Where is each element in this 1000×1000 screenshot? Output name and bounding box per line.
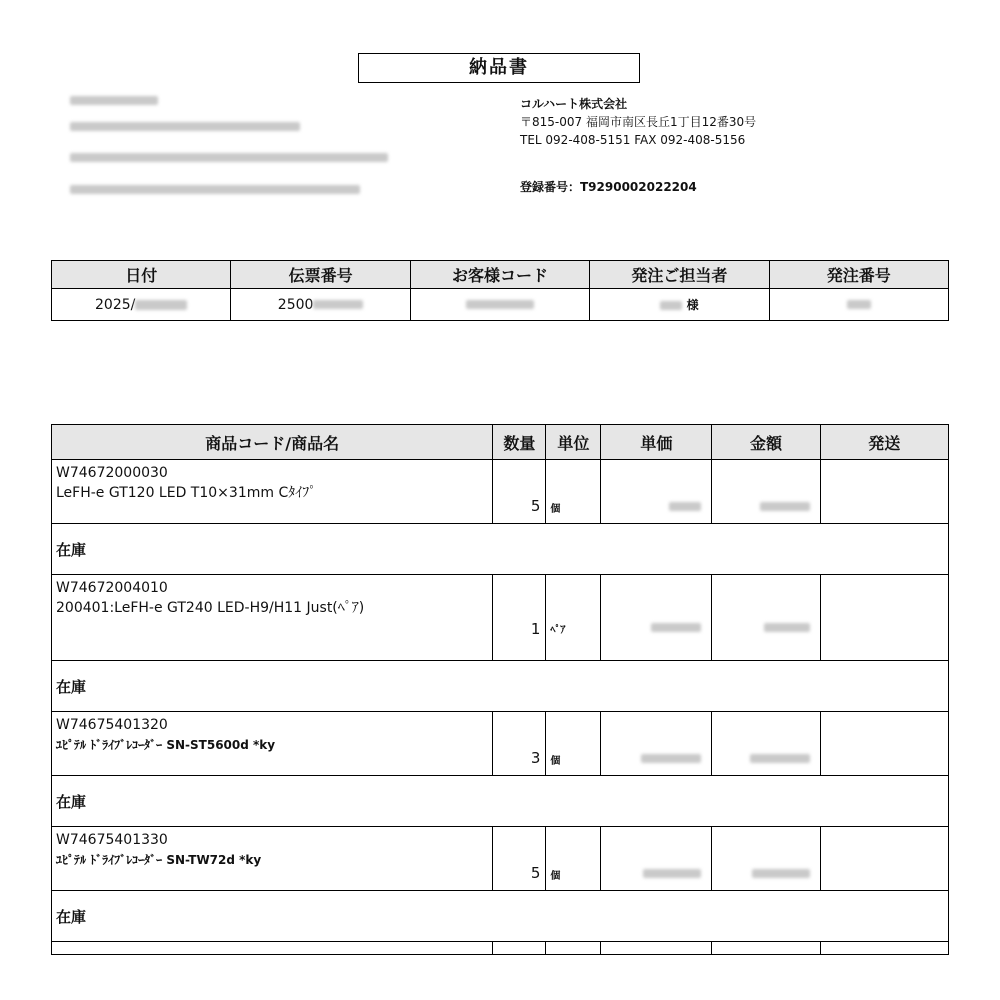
product-code: W74672000030	[56, 465, 168, 481]
unit-price-cell	[601, 460, 712, 524]
document-title: 納品書	[358, 53, 640, 83]
company-address: 〒815-007 福岡市南区長丘1丁目12番30号	[520, 115, 757, 129]
qty-cell: 3	[493, 712, 546, 776]
col-product: 商品コード/商品名	[52, 425, 493, 460]
slip-number-cell: 2500	[231, 289, 410, 321]
registration-number: 登録番号：T9290002022204	[520, 180, 697, 194]
unit-price-cell	[601, 827, 712, 891]
product-cell	[52, 712, 493, 776]
amount-cell	[712, 712, 820, 776]
product-cell	[52, 827, 493, 891]
stock-row	[52, 776, 949, 827]
product-code: W74672004010	[56, 580, 168, 596]
unit-cell: 個	[546, 827, 601, 891]
customer-code-cell	[410, 289, 589, 321]
company-name: コルハート株式会社	[520, 97, 628, 111]
col-date: 日付	[52, 261, 231, 289]
unit-price-cell	[601, 712, 712, 776]
stock-row	[52, 891, 949, 942]
table-row	[52, 460, 949, 524]
unit-price-cell	[601, 575, 712, 661]
product-code: W74675401330	[56, 832, 168, 848]
amount-cell	[712, 827, 820, 891]
qty-cell: 5	[493, 827, 546, 891]
unit-cell: ﾍﾟｱ	[546, 575, 601, 661]
amount-cell	[712, 575, 820, 661]
date-cell: 2025/	[52, 289, 231, 321]
product-code: W74675401320	[56, 717, 168, 733]
stock-status: 在庫	[52, 776, 949, 827]
col-contact: 発注ご担当者	[590, 261, 769, 289]
contact-cell: 様	[590, 289, 769, 321]
company-info	[520, 95, 756, 149]
table-row	[52, 575, 949, 661]
items-table	[51, 424, 949, 955]
shipping-cell	[820, 712, 948, 776]
unit-cell: 個	[546, 712, 601, 776]
qty-cell: 5	[493, 460, 546, 524]
product-name: 200401:LeFH-e GT240 LED-H9/H11 Just(ﾍﾟｱ)	[56, 600, 365, 616]
qty-cell: 1	[493, 575, 546, 661]
order-header-table	[51, 260, 949, 321]
col-amount: 金額	[712, 425, 820, 460]
product-cell	[52, 460, 493, 524]
stock-row	[52, 661, 949, 712]
col-unit-price: 単価	[601, 425, 712, 460]
table-row	[52, 827, 949, 891]
stock-row	[52, 524, 949, 575]
company-tel-fax: TEL 092-408-5151 FAX 092-408-5156	[520, 133, 746, 147]
product-name: ﾕﾋﾟﾃﾙ ﾄﾞﾗｲﾌﾞﾚｺｰﾀﾞｰ SN-ST5600d *ky	[56, 738, 276, 752]
shipping-cell	[820, 460, 948, 524]
amount-cell	[712, 460, 820, 524]
table-row	[52, 942, 949, 955]
unit-cell: 個	[546, 460, 601, 524]
product-cell	[52, 575, 493, 661]
stock-status: 在庫	[52, 524, 949, 575]
order-number-cell	[769, 289, 948, 321]
col-slip-number: 伝票番号	[231, 261, 410, 289]
stock-status: 在庫	[52, 661, 949, 712]
product-name: ﾕﾋﾟﾃﾙ ﾄﾞﾗｲﾌﾞﾚｺｰﾀﾞｰ SN-TW72d *ky	[56, 853, 262, 867]
product-name: LeFH-e GT120 LED T10×31mm Cﾀｲﾌﾟ	[56, 485, 317, 501]
col-qty: 数量	[493, 425, 546, 460]
col-order-number: 発注番号	[769, 261, 948, 289]
stock-status: 在庫	[52, 891, 949, 942]
col-customer-code: お客様コード	[410, 261, 589, 289]
col-shipping: 発送	[820, 425, 948, 460]
col-unit: 単位	[546, 425, 601, 460]
shipping-cell	[820, 575, 948, 661]
table-row	[52, 712, 949, 776]
shipping-cell	[820, 827, 948, 891]
